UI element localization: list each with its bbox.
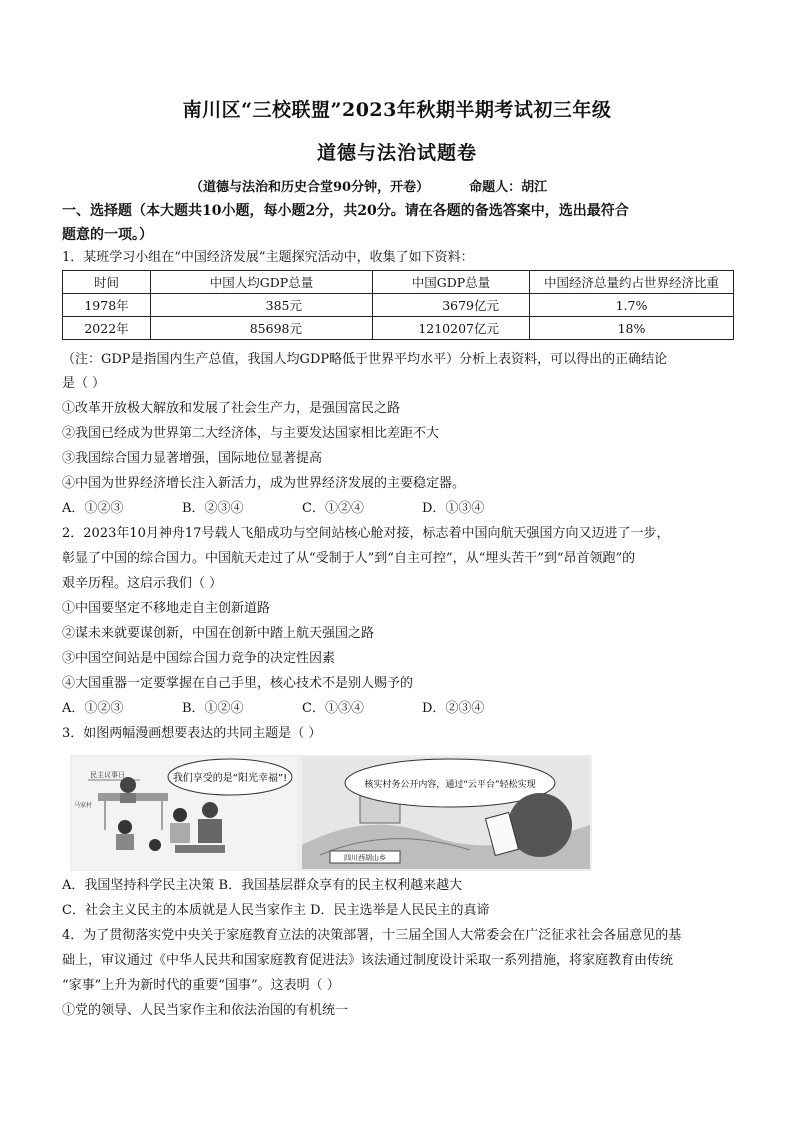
q2-options [62, 699, 542, 719]
q1-options [62, 499, 542, 519]
comic-illustration [70, 755, 592, 871]
q2-stem-line3: 艰辛历程。这启示我们（ ） [62, 576, 223, 591]
q2-stem-line2: 彰显了中国的综合国力。中国航天走过了从“受制于人”到“自主可控”，从“埋头苦干”到“昂首领跑”的 [62, 551, 636, 566]
q4-stem-line2: 础上，审议通过《中华人民共和国家庭教育促进法》该法通过制度设计采取一系列措施，将家庭教育由传统 [62, 953, 674, 968]
table-header-cell: 时间 [63, 271, 151, 294]
table-header-row [63, 271, 734, 294]
left-side-label: 马家村 [74, 802, 93, 809]
table-row [63, 294, 734, 317]
q2-option-d[interactable]: D．②③④ [422, 701, 485, 716]
table-cell: 18% [530, 317, 734, 340]
table-header-cell: 中国经济总量约占世界经济比重 [530, 271, 734, 294]
q4-stem-line1: 4．为了贯彻落实党中央关于家庭教育立法的决策部署，十三届全国人大常委会在广泛征求社会各届意见的基 [62, 928, 682, 943]
q2-item: ④大国重器一定要掌握在自己手里，核心技术不是别人赐予的 [62, 676, 414, 691]
q4-stem-line3: “家事”上升为新时代的重要“国事”。这表明（ ） [62, 978, 340, 993]
q1-item: ④中国为世界经济增长注入新活力，成为世界经济发展的主要稳定器。 [62, 476, 466, 491]
q2-item: ②谋未来就要谋创新，中国在创新中踏上航天强国之路 [62, 626, 375, 641]
q2-stem-line1: 2．2023年10月神舟17号载人飞船成功与空间站核心舱对接，标志着中国向航天强国方向又迈进了一步， [62, 526, 670, 541]
q4-item: ①党的领导、人民当家作主和依法治国的有机统一 [62, 1003, 349, 1018]
exam-subtitle: 道德与法治试题卷 [316, 142, 477, 164]
q2-item: ①中国要坚定不移地走自主创新道路 [62, 601, 271, 616]
exam-duration: （道德与法治和历史合堂90分钟，开卷） [190, 180, 430, 195]
right-comic-panel [302, 757, 590, 869]
q1-option-a[interactable]: A．①②③ [62, 501, 124, 516]
section-heading-line1: 一、选择题（本大题共10小题，每小题2分，共20分。请在各题的备选答案中，选出最符合 [62, 203, 629, 219]
q1-stem: 1．某班学习小组在“中国经济发展”主题探究活动中，收集了如下资料： [62, 250, 474, 265]
q2-item: ③中国空间站是中国综合国力竞争的决定性因素 [62, 651, 336, 666]
table-cell: 3679亿元 [373, 294, 530, 317]
table-cell: 2022年 [63, 317, 151, 340]
left-comic-panel [72, 757, 297, 869]
q2-option-c[interactable]: C．①③④ [302, 701, 364, 716]
table-cell: 1978年 [63, 294, 151, 317]
table-header-cell: 中国人均GDP总量 [151, 271, 373, 294]
q3-stem: 3．如图两幅漫画想要表达的共同主题是（ ） [62, 726, 322, 741]
q3-options-line2: C．社会主义民主的本质就是人民当家作主 D．民主选举是人民民主的真谛 [62, 903, 490, 918]
table-row [63, 317, 734, 340]
q3-options-line1: A．我国坚持科学民主决策 B．我国基层群众享有的民主权利越来越大 [62, 878, 463, 893]
gdp-table [62, 270, 734, 340]
right-banner-text: 四川西胡山乡 [344, 854, 386, 862]
q1-option-d[interactable]: D．①③④ [422, 501, 485, 516]
q2-option-b[interactable]: B．①②④ [182, 701, 244, 716]
table-cell: 1.7% [530, 294, 734, 317]
q1-item: ③我国综合国力显著增强，国际地位显著提高 [62, 451, 323, 466]
q2-option-a[interactable]: A．①②③ [62, 701, 124, 716]
table-header-cell: 中国GDP总量 [373, 271, 530, 294]
exam-info [190, 176, 547, 195]
q1-item: ②我国已经成为世界第二大经济体，与主要发达国家相比差距不大 [62, 426, 440, 441]
table-cell: 385元 [151, 294, 373, 317]
right-bubble-text: 核实村务公开内容，通过“云平台”轻松实现 [364, 780, 536, 790]
q1-option-c[interactable]: C．①②④ [302, 501, 364, 516]
section-heading [62, 199, 738, 247]
left-sign-text: 民主议事日 [90, 771, 125, 779]
section-heading-line2: 题意的一项。） [62, 227, 153, 243]
exam-author: 命题人：胡江 [469, 180, 548, 195]
q1-note-line1: （注：GDP是指国内生产总值，我国人均GDP略低于世界平均水平）分析上表资料，可以得出的正确结论 [62, 352, 668, 367]
table-cell: 85698元 [151, 317, 373, 340]
q1-note-line2: 是（ ） [62, 376, 106, 391]
table-cell: 1210207亿元 [373, 317, 530, 340]
exam-title: 南川区“三校联盟”2023年秋期半期考试初三年级 [182, 99, 612, 121]
q1-option-b[interactable]: B．②③④ [182, 501, 244, 516]
q1-item: ①改革开放极大解放和发展了社会生产力，是强国富民之路 [62, 401, 401, 416]
left-bubble-text: 我们享受的是“阳光幸福”! [172, 773, 288, 784]
